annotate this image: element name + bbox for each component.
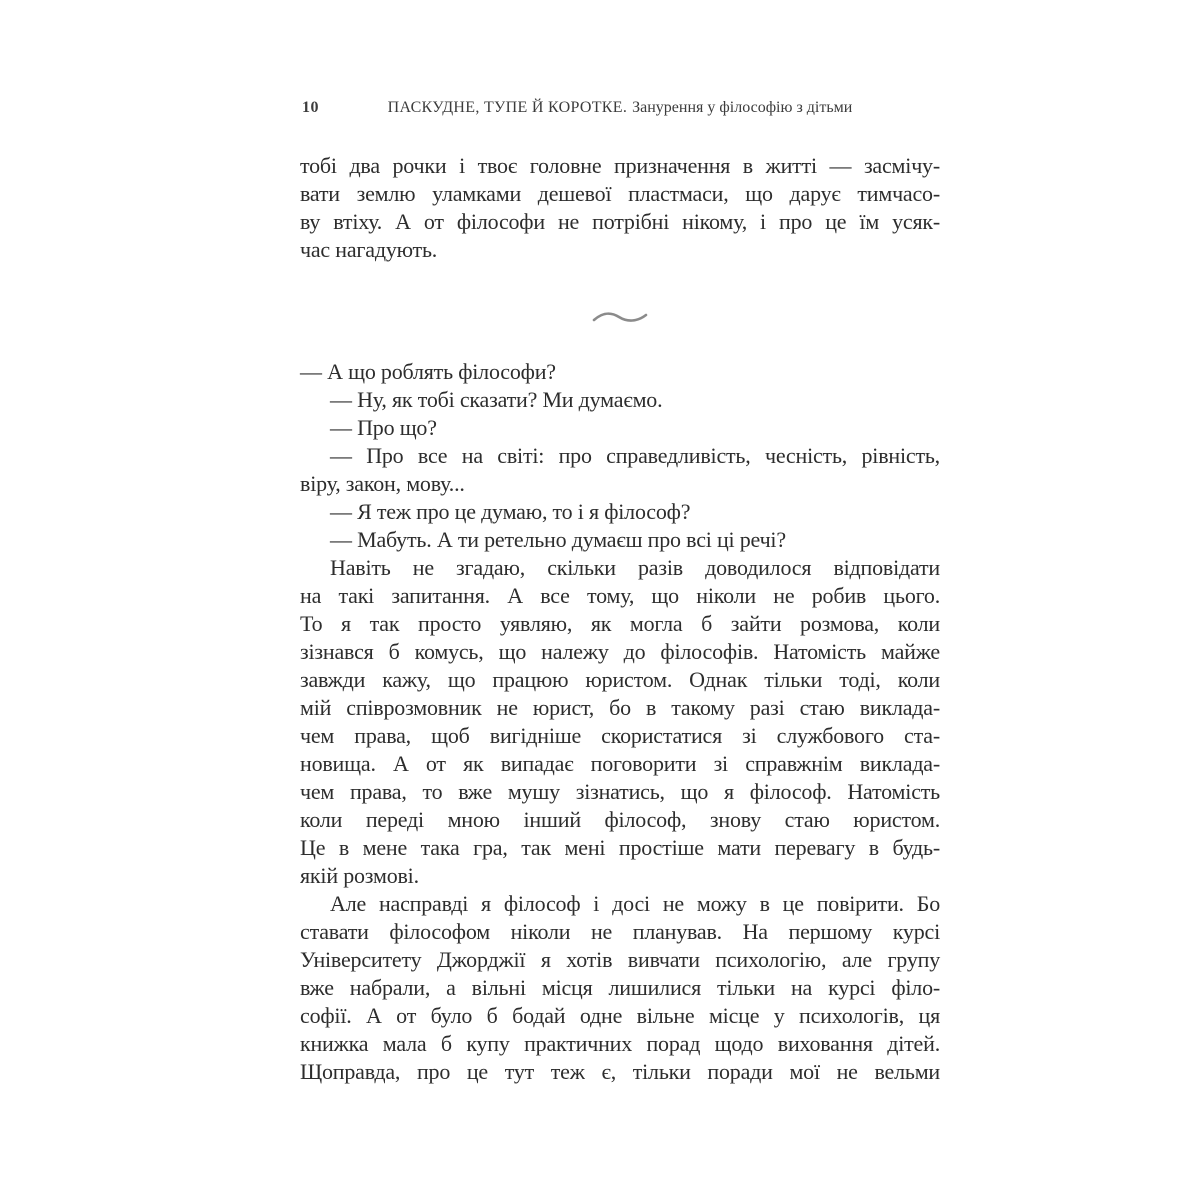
- running-title: [300, 97, 940, 119]
- text-block: [300, 152, 940, 1086]
- text-line: ву втіху. А от філософи не потрібні нікому, і про це їм усяк-: [300, 209, 940, 234]
- text-line: завжди кажу, що працюю юристом. Однак тільки тоді, коли: [300, 667, 940, 692]
- text-line: віру, закон, мову...: [300, 471, 465, 496]
- text-line: вати землю уламками дешевої пластмаси, що дарує тимчасо-: [300, 181, 940, 206]
- paragraph: [300, 554, 940, 890]
- text-line: Університету Джорджії я хотів вивчати психологію, але групу: [300, 947, 940, 972]
- text-line: чем права, то вже мушу зізнатись, що я філософ. Натомість: [300, 779, 940, 804]
- text-line: час нагадують.: [300, 237, 438, 262]
- tilde-divider-icon: [591, 309, 649, 325]
- text-line: вже набрали, а вільні місця лишилися тільки на курсі філо-: [300, 975, 940, 1000]
- text-line: тобі два рочки і твоє головне призначення в житті — засмічу-: [300, 153, 940, 178]
- text-line: ставати філософом ніколи не планував. На першому курсі: [300, 919, 940, 944]
- section-divider: [300, 264, 940, 358]
- text-line: — Ну, як тобі сказати? Ми думаємо.: [330, 387, 663, 412]
- text-line: книжка мала б купу практичних порад щодо виховання дітей.: [300, 1031, 940, 1056]
- running-header: [300, 97, 940, 119]
- text-line: мій співрозмовник не юрист, бо в такому разі стаю виклада-: [300, 695, 940, 720]
- text-line: софії. А от було б бодай одне вільне місце у психологів, ця: [300, 1003, 940, 1028]
- text-line: новища. А от як випадає поговорити зі справжнім виклада-: [300, 751, 940, 776]
- book-title: ПАСКУДНЕ, ТУПЕ Й КОРОТКЕ.: [387, 99, 628, 116]
- text-line: То я так просто уявляю, як могла б зайти розмова, коли: [300, 611, 940, 636]
- text-line: — Мабуть. А ти ретельно думаєш про всі ці речі?: [330, 527, 786, 552]
- paragraph: [300, 358, 940, 554]
- paragraph: [300, 152, 940, 264]
- text-line: — А що роблять філософи?: [300, 359, 556, 384]
- text-line: на такі запитання. А все тому, що ніколи не робив цього.: [300, 583, 940, 608]
- text-line: Це в мене така гра, так мені простіше мати перевагу в будь-: [300, 835, 940, 860]
- paragraph: [300, 890, 940, 1086]
- text-line: — Я теж про це думаю, то і я філософ?: [330, 499, 691, 524]
- text-line: коли переді мною інший філософ, знову стаю юристом.: [300, 807, 940, 832]
- text-line: якій розмові.: [300, 863, 419, 888]
- chapter-subtitle: Занурення у філософію з дітьми: [632, 99, 853, 116]
- text-line: зізнався б комусь, що належу до філософів. Натомість майже: [300, 639, 940, 664]
- text-line: Щоправда, про це тут теж є, тільки поради мої не вельми: [300, 1059, 940, 1084]
- text-line: — Про що?: [330, 415, 437, 440]
- text-line: чем права, щоб вигідніше скористатися зі службового ста-: [300, 723, 940, 748]
- text-line: Але насправді я філософ і досі не можу в це повірити. Бо: [330, 891, 940, 916]
- text-line: Навіть не згадаю, скільки разів доводилося відповідати: [330, 555, 940, 580]
- page-number: 10: [302, 99, 319, 116]
- text-line: — Про все на світі: про справедливість, чесність, рівність,: [330, 443, 940, 468]
